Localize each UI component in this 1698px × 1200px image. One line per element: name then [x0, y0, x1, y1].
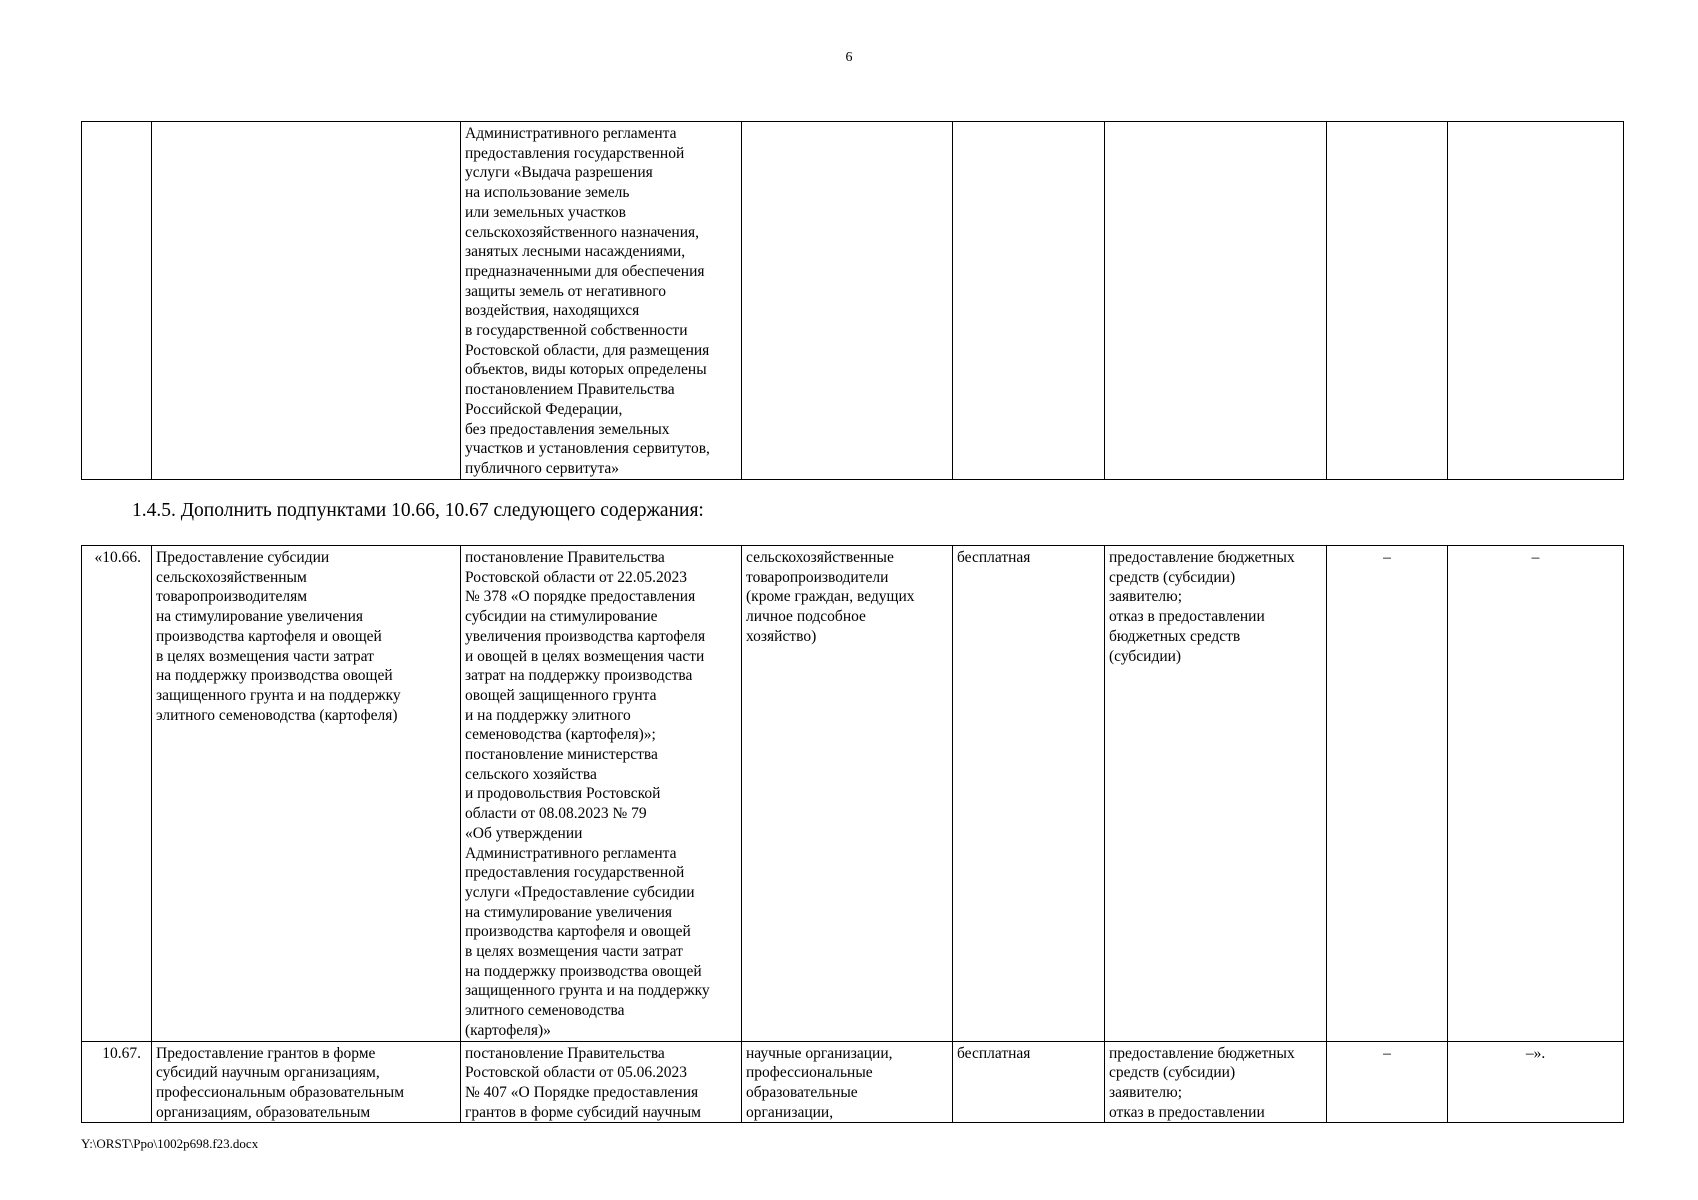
continued-table — [81, 121, 1624, 480]
item-number: 10.67. — [82, 1041, 152, 1123]
legal-basis-cell: постановление Правительства Ростовской области от 22.05.2023 № 378 «О порядке предоставления субсидии на стимулирование увеличения производства картофеля и овощей в целях возмещения части затрат на поддержку производства овощей защищенного грунта и на поддержку элитного семеноводства (картофеля)»; постановление министерства сельского хозяйства и продовольствия Ростовской области от 08.08.2023 № 79 «Об утверждении Административного регламента предоставления государственной услуги «Предоставление субсидии на стимулирование увеличения производства картофеля и овощей в целях возмещения части затрат на поддержку производства овощей защищенного грунта и на поддержку элитного семеноводства (картофеля)» — [461, 546, 742, 1042]
table-cell — [1105, 122, 1327, 480]
payment-cell: бесплатная — [953, 1041, 1105, 1123]
regulation-text: Административного регламента предоставления государственной услуги «Выдача разрешения на использование земель или земельных участков сельскохозяйственного назначения, занятых лесными насаждениями, предназначенными для обеспечения защиты земель от негативного воздействия, находящихся в государственной собственности Ростовской области, для размещения объектов, виды которых определены постановлением Правительства Российской Федерации, без предоставления земельных участков и установления сервитутов, публичного сервитута» — [465, 125, 710, 477]
column-8-cell: –». — [1448, 1041, 1624, 1123]
new-items-table — [81, 545, 1624, 1123]
legal-basis-cell: постановление Правительства Ростовской области от 05.06.2023 № 407 «О Порядке предоставления грантов в форме субсидий научным — [461, 1041, 742, 1123]
service-name-cell: Предоставление субсидии сельскохозяйственным товаропроизводителям на стимулирование увеличения производства картофеля и овощей в целях возмещения части затрат на поддержку производства овощей защищенного грунта и на поддержку элитного семеноводства (картофеля) — [152, 546, 461, 1042]
recipients-cell: сельскохозяйственные товаропроизводители (кроме граждан, ведущих личное подсобное хозяйство) — [742, 546, 953, 1042]
table-cell — [461, 122, 742, 480]
result-cell: предоставление бюджетных средств (субсидии) заявителю; отказ в предоставлении — [1105, 1041, 1327, 1123]
item-number: «10.66. — [82, 546, 152, 1042]
table-cell — [953, 122, 1105, 480]
table-cell — [82, 122, 152, 480]
service-name-cell: Предоставление грантов в форме субсидий научным организациям, профессиональным образовательным организациям, образовательным — [152, 1041, 461, 1123]
column-7-cell: – — [1327, 1041, 1448, 1123]
table-cell — [742, 122, 953, 480]
amendment-paragraph: 1.4.5. Дополнить подпунктами 10.66, 10.67 следующего содержания: — [132, 500, 704, 521]
table-cell — [1448, 122, 1624, 480]
column-8-cell: – — [1448, 546, 1624, 1042]
payment-cell: бесплатная — [953, 546, 1105, 1042]
table-row — [82, 122, 1624, 480]
file-path-footer: Y:\ORST\Ppo\1002p698.f23.docx — [81, 1136, 259, 1151]
table-row — [82, 1041, 1624, 1123]
result-cell: предоставление бюджетных средств (субсидии) заявителю; отказ в предоставлении бюджетных средств (субсидии) — [1105, 546, 1327, 1042]
table-cell — [152, 122, 461, 480]
recipients-cell: научные организации, профессиональные образовательные организации, — [742, 1041, 953, 1123]
page-number: 6 — [845, 50, 853, 65]
table-cell — [1327, 122, 1448, 480]
table-row — [82, 546, 1624, 1042]
column-7-cell: – — [1327, 546, 1448, 1042]
